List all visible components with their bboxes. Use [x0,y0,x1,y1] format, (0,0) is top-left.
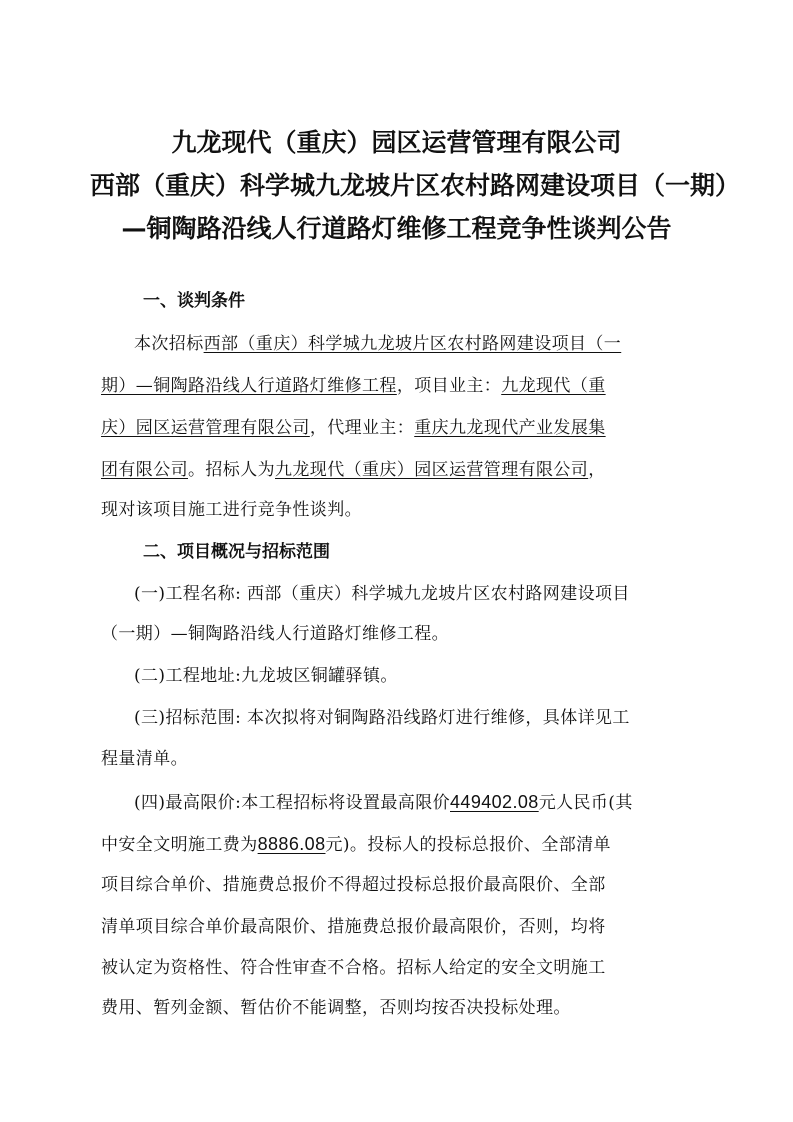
text-segment: 元人民币(其 [538,793,633,813]
safety-fee-value: 8886.08 [257,834,326,854]
tenderer-name-underlined: 九龙现代（重庆）园区运营管理有限公司 [275,460,589,480]
title-line-1: 九龙现代（重庆）园区运营管理有限公司 [171,128,622,157]
item-2-line-1: (二)工程地址:九龙坡区铜罐驿镇。 [134,666,398,686]
section-1-line-2 [101,375,606,397]
item-4-line-3: 项目综合单价、措施费总报价不得超过投标总报价最高限价、全部 [101,875,606,895]
section-1-line-5: 现对该项目施工进行竞争性谈判。 [101,500,362,520]
text-segment: 元)。投标人的投标总报价、全部清单 [325,835,611,855]
owner-name-underlined-cont: 庆）园区运营管理有限公司 [101,418,310,438]
text-segment: ， [588,460,606,480]
title-line-3: —铜陶路沿线人行道路灯维修工程竞争性谈判公告 [121,214,672,243]
item-4-line-5: 被认定为资格性、符合性审查不合格。招标人给定的安全文明施工 [101,958,606,978]
item-3-line-2: 程量清单。 [101,749,188,769]
max-price-value: 449402.08 [450,792,539,812]
title-line-2: 西部（重庆）科学城九龙坡片区农村路网建设项目（一期） [90,171,741,200]
item-1-line-2: （一期）—铜陶路沿线人行道路灯维修工程。 [101,624,449,644]
project-name-underlined-cont: 期）—铜陶路沿线人行道路灯维修工程 [101,376,397,396]
text-segment: ，项目业主： [396,376,502,396]
text-segment: 本次招标 [134,334,204,354]
item-4-line-2 [101,833,611,856]
text-segment: 。招标人为 [188,460,275,480]
section-1-heading: 一、谈判条件 [143,291,245,311]
section-1-line-4 [101,459,606,481]
agent-name-underlined-cont: 团有限公司 [101,460,188,480]
text-segment: ，代理业主： [309,418,415,438]
text-segment: 中安全文明施工费为 [101,835,258,855]
agent-name-underlined: 重庆九龙现代产业发展集 [414,418,606,438]
text-segment: (四)最高限价:本工程招标将设置最高限价 [134,793,450,813]
item-4-line-1 [134,791,633,814]
item-4-line-6: 费用、暂列金额、暂估价不能调整，否则均按否决投标处理。 [101,998,571,1018]
project-name-underlined: 西部（重庆）科学城九龙坡片区农村路网建设项目（一 [203,334,622,354]
item-3-line-1: (三)招标范围: 本次拟将对铜陶路沿线路灯进行维修，具体详见工 [134,708,630,728]
owner-name-underlined: 九龙现代（重 [501,376,606,396]
section-1-line-3 [101,417,606,439]
section-1-line-1 [134,333,621,355]
section-2-heading: 二、项目概况与招标范围 [143,542,330,562]
item-4-line-4: 清单项目综合单价最高限价、措施费总报价最高限价，否则，均将 [101,917,606,937]
item-1-line-1: (一)工程名称: 西部（重庆）科学城九龙坡片区农村路网建设项目 [134,584,630,604]
